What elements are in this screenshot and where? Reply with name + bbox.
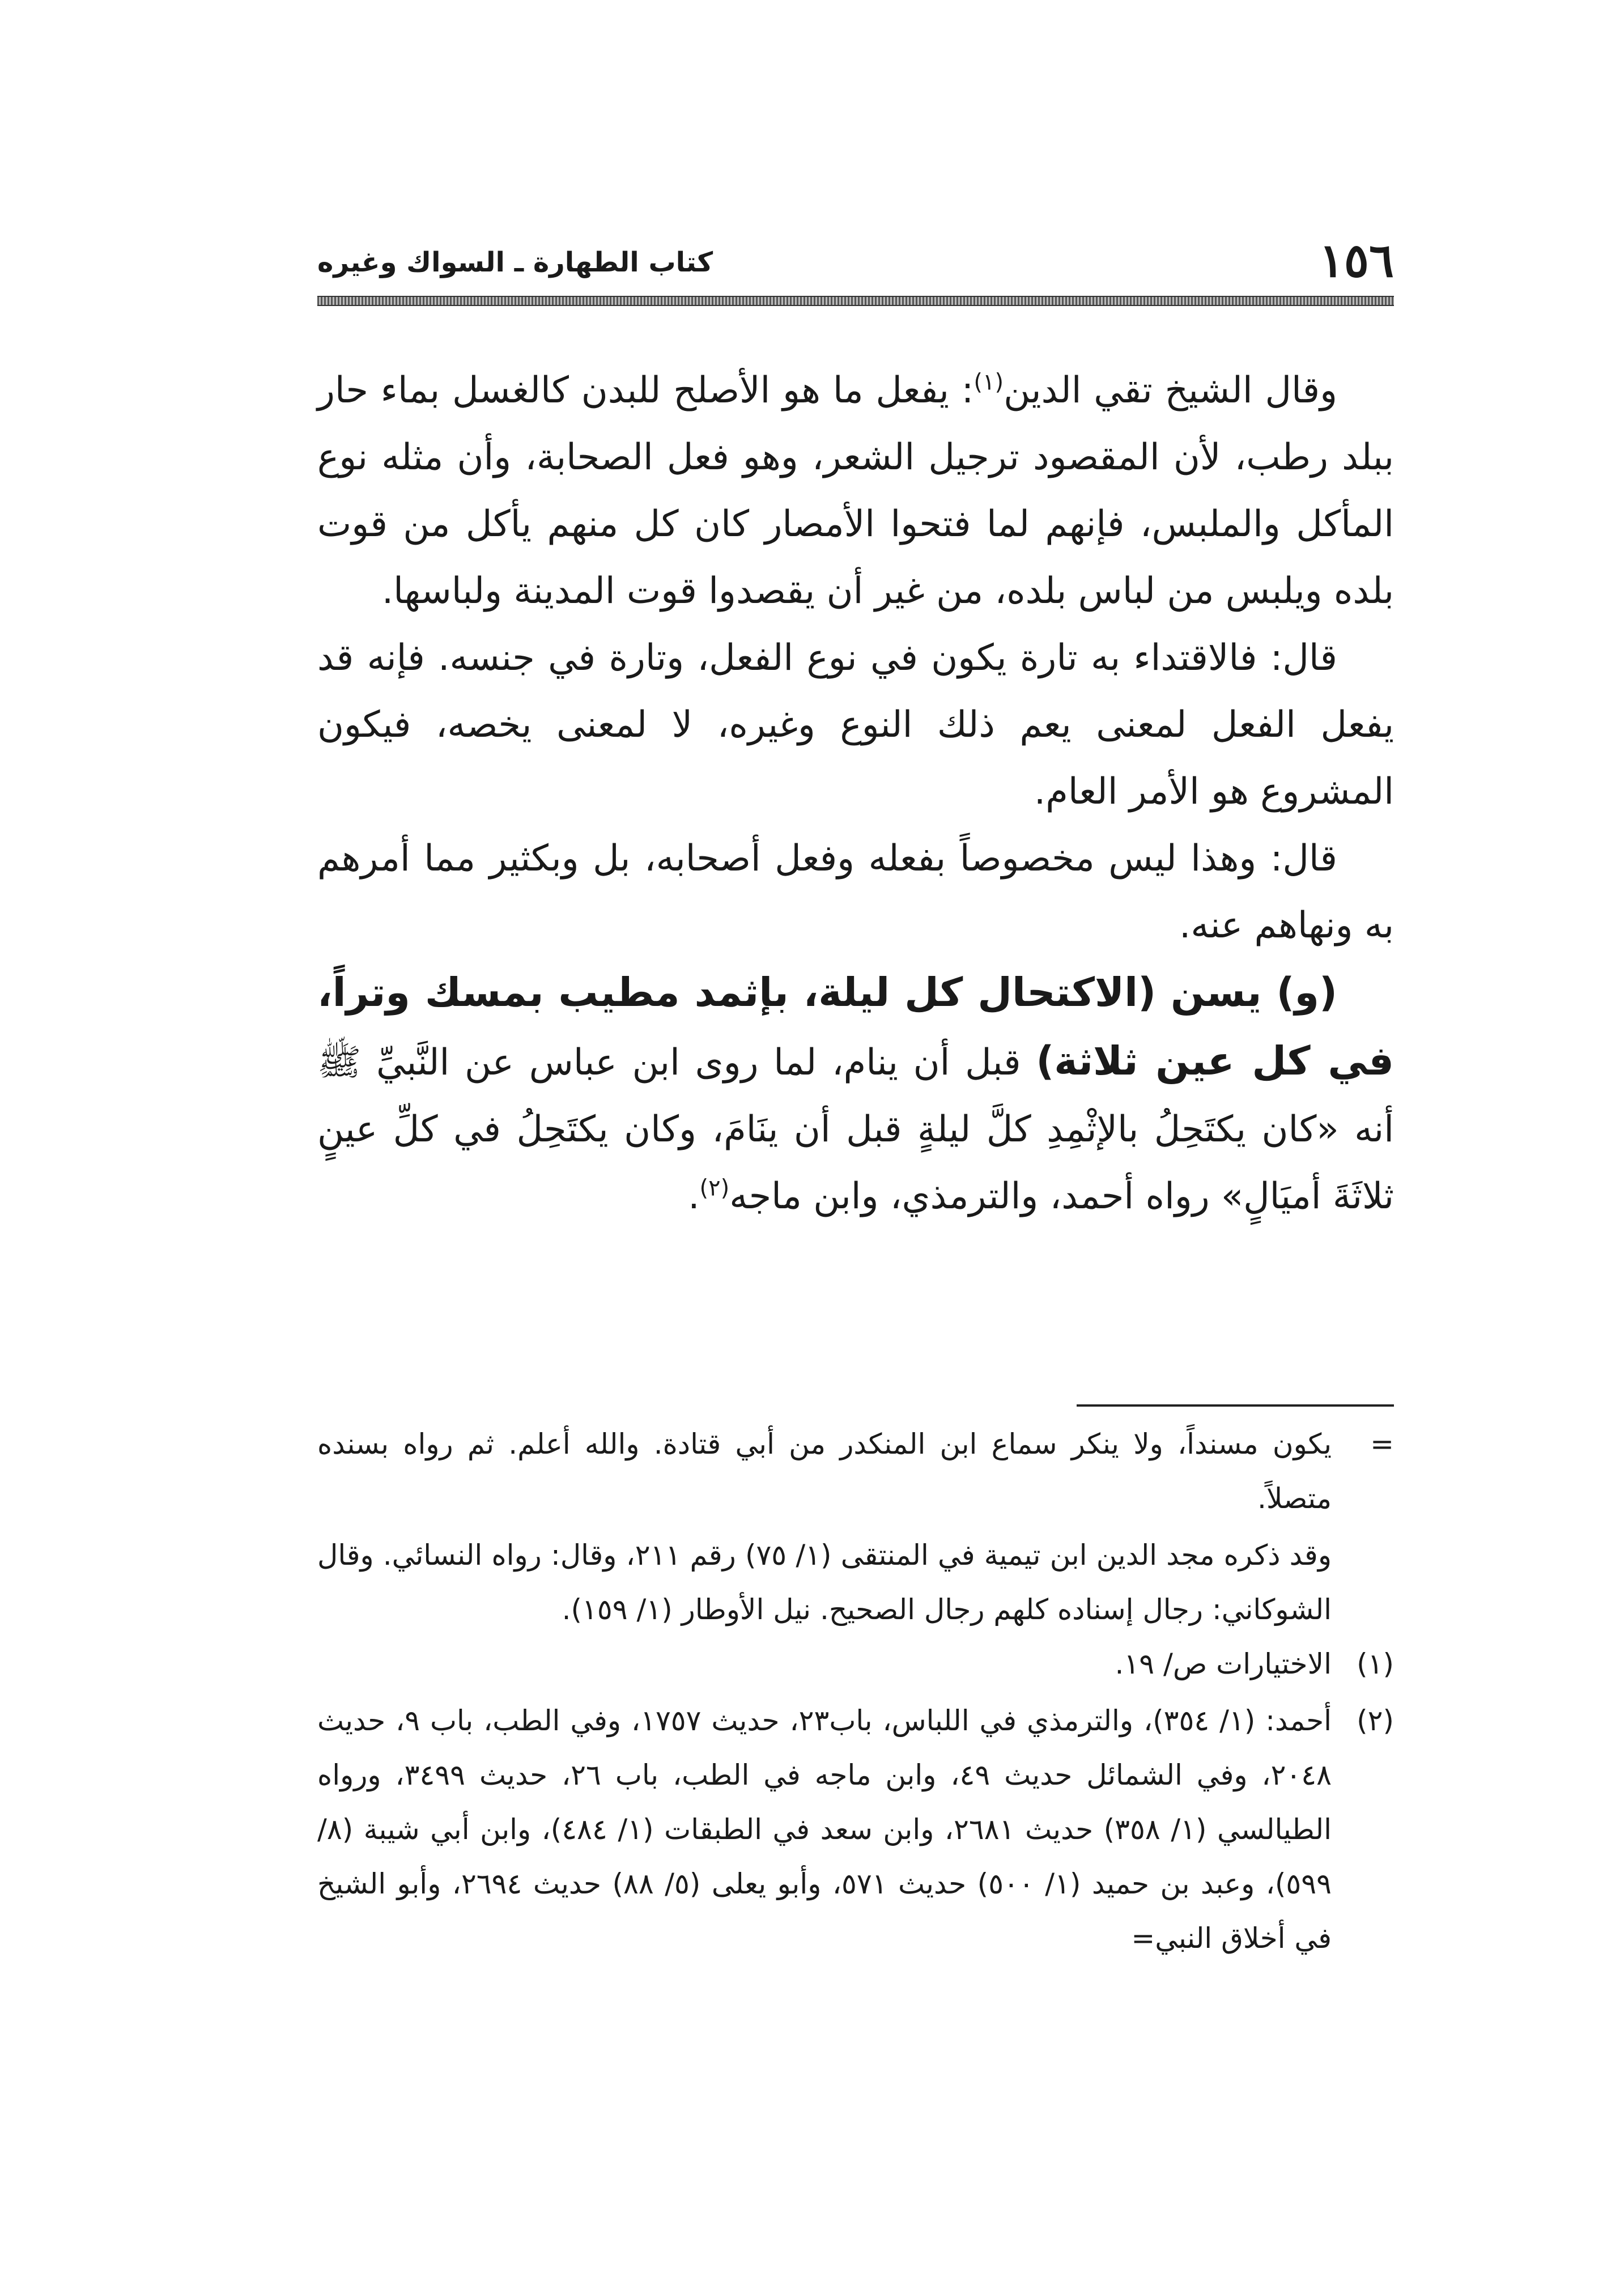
page-header <box>317 232 1394 295</box>
footnote-separator <box>1077 1404 1394 1407</box>
footnotes <box>317 1417 1394 1968</box>
continuation-marker: = <box>1370 1428 1394 1460</box>
main-text <box>317 357 1394 1230</box>
header-rule <box>317 296 1394 306</box>
page-number: ١٥٦ <box>1319 233 1394 288</box>
footnote-1-marker: (١) <box>1357 1647 1394 1680</box>
paragraph-1: وقال الشيخ تقي الدين$^{(١)}$: يفعل ما هو الأصلح للبدن كالغسل بماء حار ببلد رطب، لأن المقصود ترجيل الشعر، وهو فعل الصحابة، وأن مثله نوع المأكل والملبس، فإنهم لما فتحوا الأمصار كان كل منهم يأكل من قوت بلده ويلبس من لباس بلده، من غير أن يقصدوا قوت المدينة ولباسها. <box>317 369 1394 612</box>
footnote-continuation: = يكون مسنداً، ولا ينكر سماع ابن المنكدر من أبي قتادة. والله أعلم. ثم رواه بسنده متصلاً. <box>317 1417 1394 1526</box>
matn-text: (و) يسن (الاكتحال كل ليلة، بإثمد مطيب بمسك وتراً، في كل عين ثلاثة) <box>317 969 1395 1084</box>
paragraph-4: (و) يسن (الاكتحال كل ليلة، بإثمد مطيب بمسك وتراً، في كل عين ثلاثة) قبل أن ينام، لما روى ابن عباس عن النَّبيِّ ﷺ أنه «كان يكتَحِلُ بالإثْمِدِ كلَّ ليلةٍ قبل أن ينَامَ، وكان يكتَحِلُ في كلِّ عينٍ ثلاثَةَ أميَالٍ» رواه أحمد، والترمذي، وابن ماجه$^{(٢)}$. <box>317 969 1395 1217</box>
footnote-1: (١) الاختيارات ص/ ١٩. <box>317 1637 1394 1691</box>
footnote-2: (٢) أحمد: (١/ ٣٥٤)، والترمذي في اللباس، باب٢٣، حديث ١٧٥٧، وفي الطب، باب ٩، حديث ٢٠٤٨، وفي الشمائل حديث ٤٩، وابن ماجه في الطب، باب ٢٦، حديث ٣٤٩٩، ورواه الطيالسي (١/ ٣٥٨) حديث ٢٦٨١، وابن سعد في الطبقات (١/ ٤٨٤)، وابن أبي شيبة (٨/ ٥٩٩)، وعبد بن حميد (١/ ٥٠٠) حديث ٥٧١، وأبو يعلى (٥/ ٨٨) حديث ٢٦٩٤، وأبو الشيخ في أخلاق النبي= <box>317 1693 1394 1965</box>
footnote-continuation-paragraph: وقد ذكره مجد الدين ابن تيمية في المنتقى (١/ ٧٥) رقم ٢١١، وقال: رواه النسائي. وقال الشوكاني: رجال إسناده كلهم رجال الصحيح. نيل الأوطار (١/ ١٥٩). <box>317 1539 1332 1626</box>
paragraph-3: قال: وهذا ليس مخصوصاً بفعله وفعل أصحابه، بل وبكثير مما أمرهم به ونهاهم عنه. <box>317 838 1394 946</box>
footnote-ref-1: (١) <box>973 369 1004 396</box>
footnote-ref-2: (٢) <box>699 1175 730 1201</box>
paragraph-2: قال: فالاقتداء به تارة يكون في نوع الفعل، وتارة في جنسه. فإنه قد يفعل الفعل لمعنى يعم ذلك النوع وغيره، لا لمعنى يخصه، فيكون المشروع هو الأمر العام. <box>317 637 1394 813</box>
running-title: كتاب الطهارة ـ السواك وغيره <box>317 247 713 278</box>
footnote-2-marker: (٢) <box>1357 1704 1394 1737</box>
